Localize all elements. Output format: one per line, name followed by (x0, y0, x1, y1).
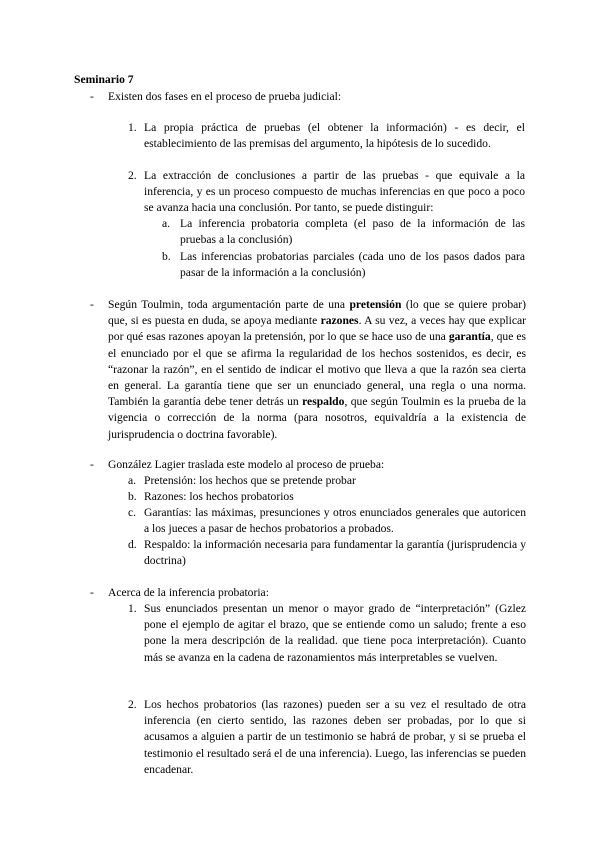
list-marker: 2. (128, 698, 137, 711)
text-run: , que es el enunciado por el que se afirma la regularidad de los hechos sostenidos, es decir, es “razonar la razón”, en el sentido de indicar el motivo que lleva a que la razón sea cierta en general. La garantía tiene que ser un enunciado general, una regla o una norma. También la garantía debe tener detrás un (108, 330, 526, 409)
sublist-item: La inferencia probatoria completa (el paso de la información de las pruebas a la conclusión) (180, 217, 525, 247)
list-marker: d. (128, 538, 137, 551)
list-marker: 1. (128, 602, 137, 615)
list-marker: 1. (128, 121, 137, 134)
list-item: La extracción de conclusiones a partir de las pruebas - que equivale a la inferencia, y es un proceso compuesto de muchas inferencias en que poco a poco se avanza hacia una conclusión. Por tanto, se puede distinguir: (144, 169, 525, 215)
section-2-paragraph (108, 297, 526, 443)
list-marker: b. (128, 490, 137, 503)
term-pretension: pretensión (349, 298, 402, 311)
list-item: Razones: los hechos probatorios (144, 490, 294, 503)
list-item: Pretensión: los hechos que se pretende probar (144, 474, 356, 487)
text-run: , que según Toulmin es la prueba de la vigencia o corrección de la norma (para nosotros, equivaldría a la existencia de jurisprudencia o doctrina favorable). (108, 395, 526, 441)
list-item: Sus enunciados presentan un menor o mayor grado de “interpretación” (Gzlez pone el ejemplo de agitar el brazo, que se entiende como un saludo; frente a eso pone la mera descripción de la realidad. que tiene poca interpretación). Cuanto más se avanza en la cadena de razonamientos más interpretables se vuelven. (144, 602, 526, 664)
sublist-item: Las inferencias probatorias parciales (cada uno de los pasos dados para pasar de la información a la conclusión) (180, 250, 525, 280)
term-razones: razones (320, 314, 359, 328)
bullet-dash: - (90, 458, 94, 471)
term-respaldo: respaldo (302, 395, 345, 409)
page-title: Seminario 7 (74, 73, 134, 86)
section-3-intro: González Lagier traslada este modelo al proceso de prueba: (108, 458, 385, 471)
text-run: . A su vez, a veces hay que explicar por qué esas razones apoyan la pretensión, por lo que se hace uso de una (108, 314, 526, 344)
list-item: Garantías: las máximas, presunciones y otros enunciados generales que autoricen a los jueces a pasar de hechos probatorios a probados. (144, 506, 526, 536)
section-1-intro: Existen dos fases en el proceso de prueba judicial: (108, 90, 342, 103)
list-marker: 2. (128, 169, 137, 182)
bullet-dash: - (90, 586, 94, 599)
list-item: Respaldo: la información necesaria para fundamentar la garantía (jurisprudencia y doctrina) (144, 538, 526, 568)
list-marker: c. (128, 506, 137, 519)
list-item: Los hechos probatorios (las razones) pueden ser a su vez el resultado de otra inferencia (en cierto sentido, las razones deben ser probadas, por lo que si acusamos a alguien a partir de un testimonio se habrá de probar, y si se prueba el testimonio el resultado será el de una inferencia). Luego, las inferencias se pueden encadenar. (144, 698, 526, 776)
section-4-intro: Acerca de la inferencia probatoria: (108, 586, 269, 599)
term-garantia: garantía (448, 330, 491, 344)
bullet-dash: - (90, 298, 94, 311)
bullet-dash: - (90, 90, 94, 103)
list-item: La propia práctica de pruebas (el obtener la información) - es decir, el establecimiento de las premisas del argumento, la hipótesis de lo sucedido. (144, 121, 525, 151)
sublist-marker: a. (162, 217, 171, 230)
list-marker: a. (128, 474, 137, 487)
sublist-marker: b. (162, 250, 171, 263)
text-run: (lo que se quiere probar) que, si es puesta en duda, se apoya mediante (108, 298, 527, 328)
text-run: Según Toulmin, toda argumentación parte de una (108, 298, 350, 311)
